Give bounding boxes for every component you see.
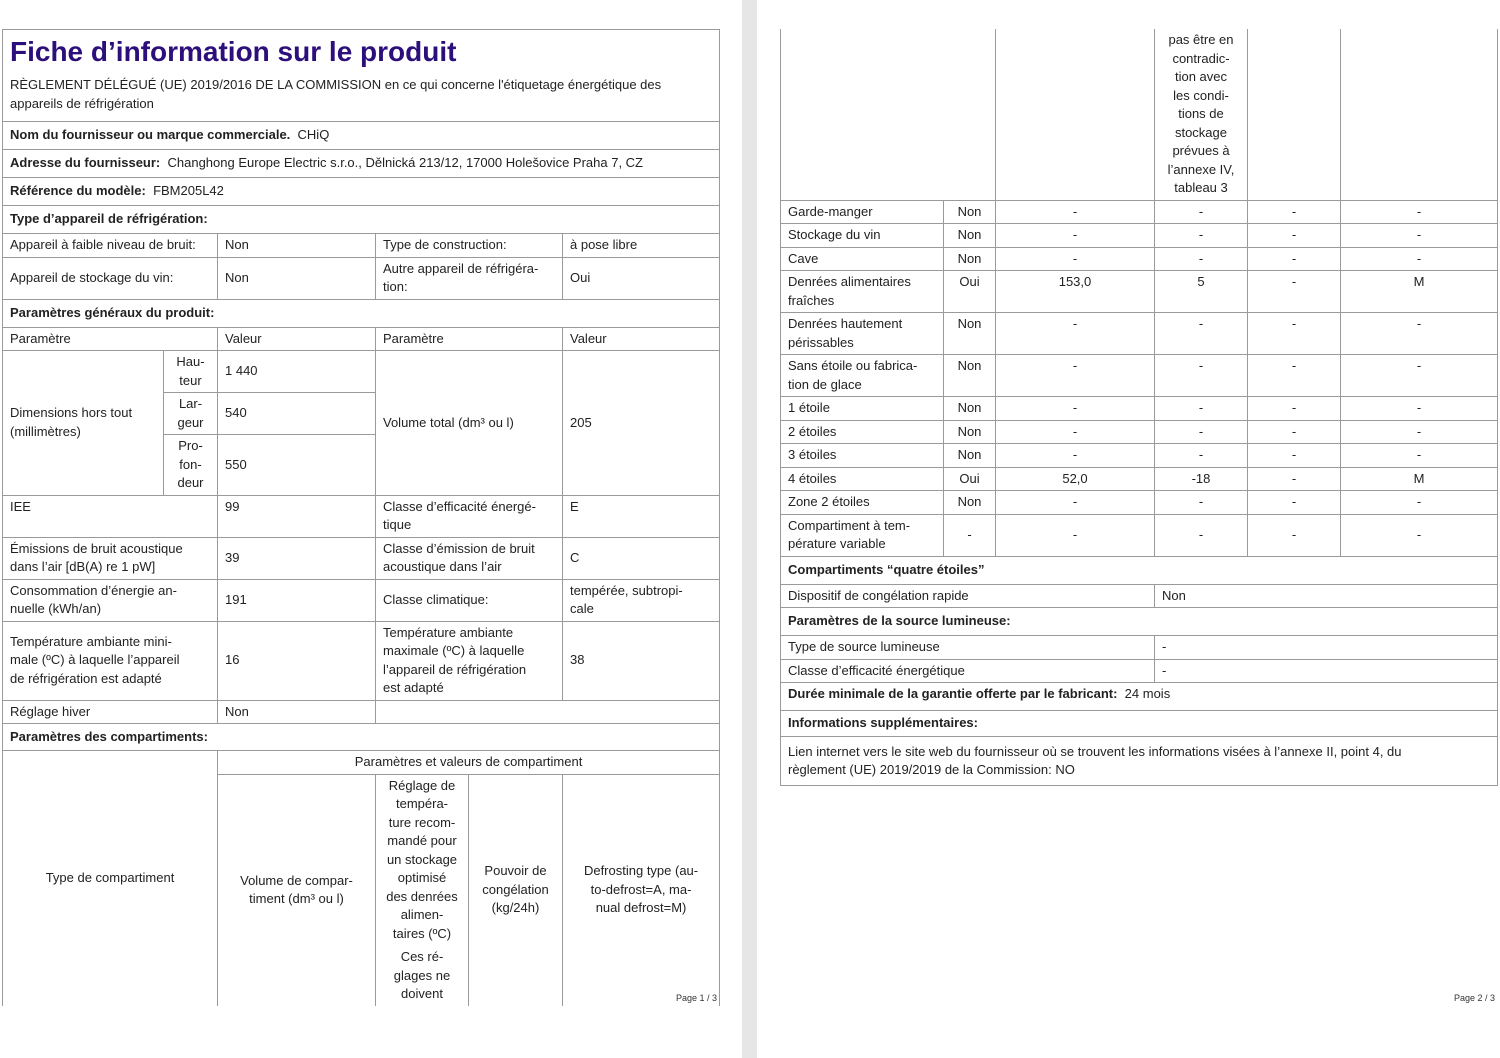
compartment-present: Non: [944, 491, 996, 515]
compartment-defrost: M: [1341, 271, 1498, 313]
supplier-label: Nom du fournisseur ou marque commerciale.: [10, 127, 291, 143]
energy-label: Consommation d’énergie an- nuelle (kWh/an): [3, 579, 218, 621]
compartment-present: Non: [944, 444, 996, 468]
compartment-defrost: -: [1341, 444, 1498, 468]
compartment-freeze: -: [1248, 271, 1341, 313]
warranty-label: Durée minimale de la garantie offerte par le fabricant:: [788, 686, 1118, 701]
fast-freeze-value: Non: [1155, 584, 1498, 608]
warranty-value: 24 mois: [1124, 686, 1171, 701]
compartment-row: [781, 491, 1498, 515]
compartment-freeze: -: [1248, 397, 1341, 421]
cont-freeze: [1248, 29, 1341, 200]
compartment-row: [781, 200, 1498, 224]
compartment-temp: -: [1155, 247, 1248, 271]
compartment-temp: -: [1155, 224, 1248, 248]
winter-value: Non: [218, 700, 376, 724]
compartment-freeze: -: [1248, 355, 1341, 397]
iee-value: 99: [218, 495, 376, 537]
compartment-temp: -: [1155, 355, 1248, 397]
compartment-defrost: -: [1341, 247, 1498, 271]
light-type-label: Type de source lumineuse: [781, 636, 1155, 660]
col-type: Type de compartiment: [3, 751, 218, 1006]
compartment-present: Non: [944, 313, 996, 355]
page-number-1: Page 1 / 3: [676, 993, 718, 1003]
wine-value: Non: [218, 257, 376, 299]
col-temp-text-2: Ces ré- glages ne doivent: [393, 949, 451, 1001]
compartment-defrost: -: [1341, 514, 1498, 556]
compartment-present: Oui: [944, 271, 996, 313]
winter-label: Réglage hiver: [3, 700, 218, 724]
cont-defrost: [1341, 29, 1498, 200]
compartment-row: [781, 247, 1498, 271]
compartment-volume: -: [996, 514, 1155, 556]
header-param-2: Paramètre: [376, 327, 563, 351]
compartment-type: Zone 2 étoiles: [781, 491, 944, 515]
address-value: Changhong Europe Electric s.r.o., Dělnická 213/12, 17000 Holešovice Praha 7, CZ: [167, 155, 643, 171]
compartment-row: [781, 224, 1498, 248]
warranty-row: [781, 683, 1498, 711]
address-row: [3, 150, 720, 178]
compartment-row: [781, 514, 1498, 556]
compartment-temp: -: [1155, 491, 1248, 515]
compartment-type: Denrées alimentaires fraîches: [781, 271, 944, 313]
compartment-defrost: -: [1341, 224, 1498, 248]
compartment-volume: -: [996, 444, 1155, 468]
info-heading: Informations supplémentaires:: [781, 711, 1498, 737]
efficiency-value: E: [563, 495, 720, 537]
compartment-defrost: M: [1341, 467, 1498, 491]
wine-label: Appareil de stockage du vin:: [3, 257, 218, 299]
low-noise-label: Appareil à faible niveau de bruit:: [3, 234, 218, 258]
compartment-defrost: -: [1341, 420, 1498, 444]
page-title: Fiche d’information sur le produit: [10, 36, 457, 67]
compartment-volume: -: [996, 224, 1155, 248]
compartment-present: Non: [944, 247, 996, 271]
compartment-volume: -: [996, 420, 1155, 444]
tmax-label: Température ambiante maximale (ºC) à laquelle l’appareil de réfrigération est adapté: [376, 621, 563, 700]
model-row: [3, 178, 720, 206]
compartment-present: Non: [944, 224, 996, 248]
compartment-freeze: -: [1248, 200, 1341, 224]
compartment-temp: -: [1155, 420, 1248, 444]
depth-value: 550: [218, 435, 376, 496]
type-heading: Type d’appareil de réfrigération:: [3, 206, 720, 234]
light-type-value: -: [1155, 636, 1498, 660]
compartment-present: -: [944, 514, 996, 556]
climate-label: Classe climatique:: [376, 579, 563, 621]
noise-class-label: Classe d’émission de bruit acoustique dans l’air: [376, 537, 563, 579]
tmin-value: 16: [218, 621, 376, 700]
light-class-value: -: [1155, 659, 1498, 683]
compartment-type: Garde-manger: [781, 200, 944, 224]
compartment-freeze: -: [1248, 224, 1341, 248]
volume-value: 205: [563, 351, 720, 496]
compartment-temp: -: [1155, 200, 1248, 224]
cont-temp: pas être en contradic- tion avec les condi- tions de stockage prévues à l’annexe IV, tableau 3: [1155, 29, 1248, 200]
tmin-label: Température ambiante mini- male (ºC) à laquelle l’appareil de réfrigération est adapté: [3, 621, 218, 700]
four-star-heading: Compartiments “quatre étoiles”: [781, 556, 1498, 584]
compartment-temp: -: [1155, 514, 1248, 556]
noise-label: Émissions de bruit acoustique dans l’air [dB(A) re 1 pW]: [3, 537, 218, 579]
low-noise-value: Non: [218, 234, 376, 258]
compartment-defrost: -: [1341, 491, 1498, 515]
noise-value: 39: [218, 537, 376, 579]
compartment-row: [781, 397, 1498, 421]
compartment-volume: 52,0: [996, 467, 1155, 491]
header-cell: [3, 30, 720, 122]
compartment-row: [781, 355, 1498, 397]
col-volume: Volume de compar- timent (dm³ ou l): [218, 774, 376, 1006]
compartment-temp: -: [1155, 444, 1248, 468]
address-label: Adresse du fournisseur:: [10, 155, 161, 171]
other-value: Oui: [563, 257, 720, 299]
other-label: Autre appareil de réfrigéra- tion:: [376, 257, 563, 299]
efficiency-label: Classe d’efficacité énergé- tique: [376, 495, 563, 537]
compartment-temp: -: [1155, 397, 1248, 421]
volume-label: Volume total (dm³ ou l): [376, 351, 563, 496]
compartment-present: Non: [944, 397, 996, 421]
col-defrost: Defrosting type (au- to-defrost=A, ma- nual defrost=M): [563, 774, 720, 1006]
compartment-row: [781, 313, 1498, 355]
compartment-defrost: -: [1341, 200, 1498, 224]
compartment-present: Non: [944, 355, 996, 397]
header-value: Valeur: [218, 327, 376, 351]
compartment-freeze: -: [1248, 247, 1341, 271]
energy-value: 191: [218, 579, 376, 621]
compartment-present: Non: [944, 420, 996, 444]
page-gutter: [742, 0, 757, 1058]
supplier-row: [3, 122, 720, 150]
cont-volume: [996, 29, 1155, 200]
height-value: 1 440: [218, 351, 376, 393]
compartment-volume: -: [996, 247, 1155, 271]
general-heading: Paramètres généraux du produit:: [3, 299, 720, 327]
col-temp: [376, 774, 469, 1006]
compartment-type: 2 étoiles: [781, 420, 944, 444]
compartment-row: [781, 467, 1498, 491]
compartment-volume: -: [996, 397, 1155, 421]
product-info-page-2: [780, 29, 1498, 786]
tmax-value: 38: [563, 621, 720, 700]
compartment-volume: 153,0: [996, 271, 1155, 313]
compartment-defrost: -: [1341, 313, 1498, 355]
width-label: Lar- geur: [164, 393, 218, 435]
compartment-type: 4 étoiles: [781, 467, 944, 491]
compartment-freeze: -: [1248, 444, 1341, 468]
compartment-volume: -: [996, 491, 1155, 515]
compartment-freeze: -: [1248, 467, 1341, 491]
width-value: 540: [218, 393, 376, 435]
regulation-text: RÈGLEMENT DÉLÉGUÉ (UE) 2019/2016 DE LA COMMISSION en ce qui concerne l'étiquetage énergétique des appareils de réfrigération: [10, 77, 662, 111]
compartment-present: Non: [944, 200, 996, 224]
compartment-volume: -: [996, 200, 1155, 224]
light-class-label: Classe d’efficacité énergétique: [781, 659, 1155, 683]
compartment-row: [781, 420, 1498, 444]
empty-cell: [376, 700, 720, 724]
compartment-type: Denrées hautement périssables: [781, 313, 944, 355]
depth-label: Pro- fon- deur: [164, 435, 218, 496]
col-temp-text: Réglage de tempéra- ture recom- mandé pour un stockage optimisé des denrées alimen- taires (ºC): [386, 777, 458, 941]
compartment-row: [781, 271, 1498, 313]
compartment-type: Stockage du vin: [781, 224, 944, 248]
model-value: FBM205L42: [153, 183, 224, 199]
fast-freeze-label: Dispositif de congélation rapide: [781, 584, 1155, 608]
product-info-page-1: [2, 29, 720, 1006]
compartment-freeze: -: [1248, 313, 1341, 355]
header-param: Paramètre: [3, 327, 218, 351]
compartment-volume: -: [996, 313, 1155, 355]
construction-value: à pose libre: [563, 234, 720, 258]
compartment-freeze: -: [1248, 420, 1341, 444]
compartment-present: Oui: [944, 467, 996, 491]
compartment-defrost: -: [1341, 355, 1498, 397]
supplier-value: CHiQ: [297, 127, 330, 143]
climate-value: tempérée, subtropi- cale: [563, 579, 720, 621]
compartment-type: 3 étoiles: [781, 444, 944, 468]
compartments-heading: Paramètres des compartiments:: [3, 724, 720, 751]
model-label: Référence du modèle:: [10, 183, 146, 199]
compartment-type: 1 étoile: [781, 397, 944, 421]
header-value-2: Valeur: [563, 327, 720, 351]
dimensions-label: Dimensions hors tout (millimètres): [3, 351, 164, 496]
compartment-defrost: -: [1341, 397, 1498, 421]
compartment-type: Compartiment à tem- pérature variable: [781, 514, 944, 556]
compartment-freeze: -: [1248, 514, 1341, 556]
compartment-temp: 5: [1155, 271, 1248, 313]
supplier-link-text: Lien internet vers le site web du fournisseur où se trouvent les informations visées à l’annexe II, point 4, du règlement (UE) 2019/2019 de la Commission: NO: [781, 737, 1498, 786]
page-number-2: Page 2 / 3: [1454, 993, 1496, 1003]
compartment-row: [781, 444, 1498, 468]
construction-label: Type de construction:: [376, 234, 563, 258]
noise-class-value: C: [563, 537, 720, 579]
compartment-temp: -18: [1155, 467, 1248, 491]
cont-type: [781, 29, 996, 200]
compartment-freeze: -: [1248, 491, 1341, 515]
compartment-temp: -: [1155, 313, 1248, 355]
compartment-type: Sans étoile ou fabrica- tion de glace: [781, 355, 944, 397]
compartment-volume: -: [996, 355, 1155, 397]
col-freeze: Pouvoir de congélation (kg/24h): [469, 774, 563, 1006]
compartment-group-header: Paramètres et valeurs de compartiment: [218, 751, 720, 775]
light-heading: Paramètres de la source lumineuse:: [781, 608, 1498, 636]
compartment-type: Cave: [781, 247, 944, 271]
iee-label: IEE: [3, 495, 218, 537]
height-label: Hau- teur: [164, 351, 218, 393]
